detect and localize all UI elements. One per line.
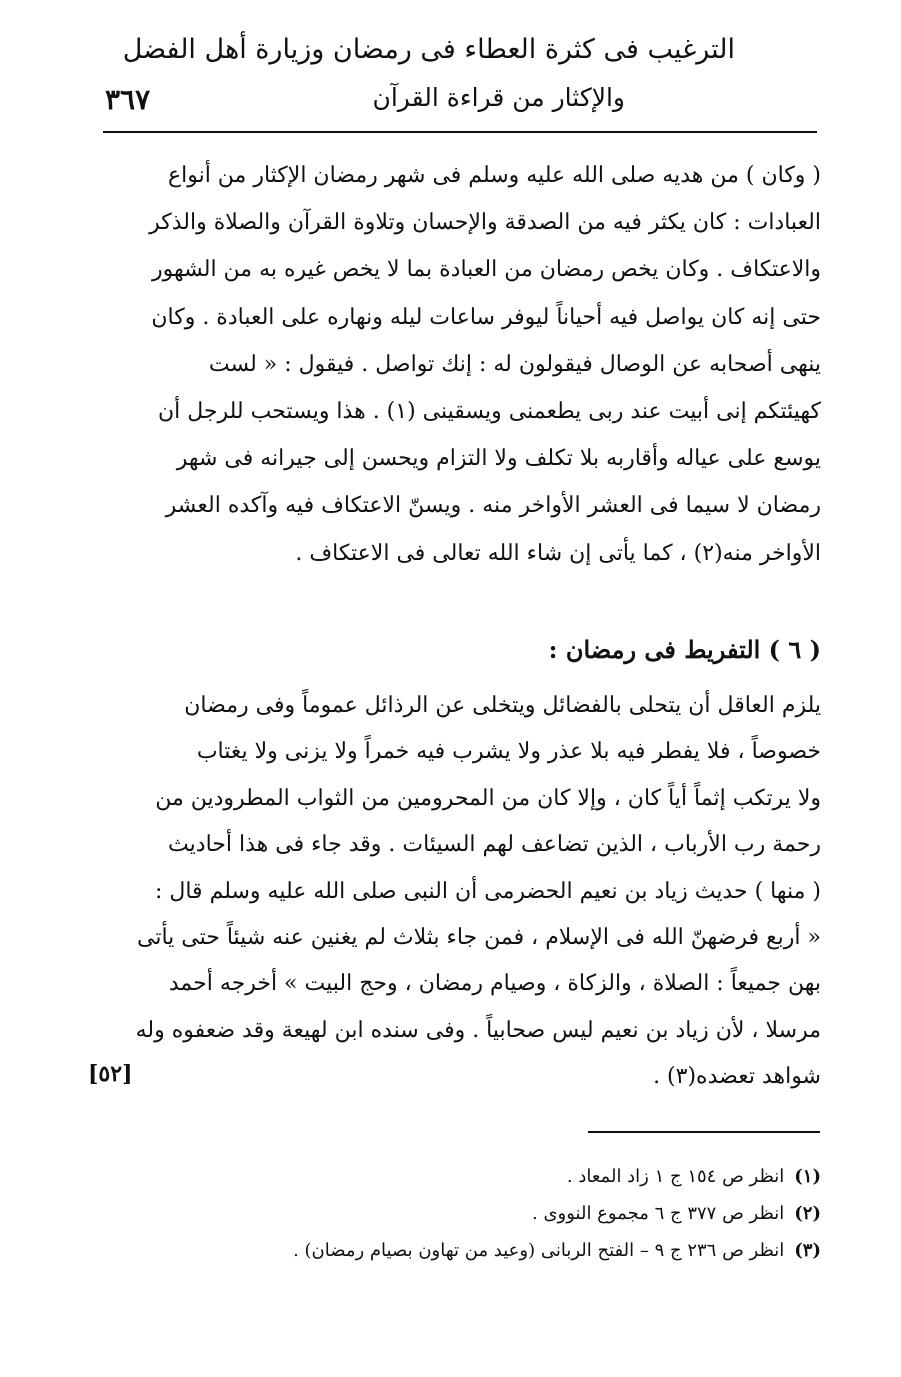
- header-title-line-1: الترغيب فى كثرة العطاء فى رمضان وزيارة أهل الفضل: [122, 34, 735, 65]
- header-divider: [103, 131, 817, 133]
- text-line: ( وكان ) من هديه صلى الله عليه وسلم فى شهر رمضان الإكثار من أنواع: [167, 163, 821, 188]
- text-line: يلزم العاقل أن يتحلى بالفضائل ويتخلى عن الرذائل عموماً وفى رمضان: [184, 693, 821, 718]
- header-title-line-2: والإكثار من قراءة القرآن: [372, 83, 625, 112]
- footnote-number: (١): [794, 1166, 821, 1187]
- text-line: مرسلا ، لأن زياد بن نعيم ليس صحابياً . وفى سنده ابن لهيعة وقد ضعفوه وله: [135, 1017, 821, 1043]
- footnotes: [121, 1158, 821, 1269]
- page-header: [95, 28, 815, 128]
- footnote-text: انظر ص ٣٧٧ ج ٦ مجموع النووى .: [532, 1203, 785, 1224]
- footnote-3: [121, 1232, 821, 1269]
- text-line: الأواخر منه(٢) ، كما يأتى إن شاء الله تعالى فى الاعتكاف .: [295, 540, 821, 566]
- section-heading: ( ٦ ) التفريط فى رمضان :: [548, 635, 821, 664]
- text-line: بهن جميعاً : الصلاة ، والزكاة ، وصيام رمضان ، وحج البيت » أخرجه أحمد: [168, 971, 821, 997]
- footnote-text: انظر ص ١٥٤ ج ١ زاد المعاد .: [566, 1166, 785, 1187]
- text-line: والاعتكاف . وكان يخص رمضان من العبادة بما لا يخص غيره به من الشهور: [151, 257, 821, 283]
- text-line: رمضان لا سيما فى العشر الأواخر منه . ويسنّ الاعتكاف فيه وآكده العشر: [165, 493, 821, 519]
- text-line: شواهد تعضده(٣) .: [653, 1064, 821, 1090]
- footnote-text: انظر ص ٢٣٦ ج ٩ – الفتح الربانى (وعيد من تهاون بصيام رمضان) .: [293, 1240, 785, 1261]
- paragraph-2: [103, 683, 821, 1101]
- text-line: العبادات : كان يكثر فيه من الصدقة والإحسان وتلاوة القرآن والصلاة والذكر: [149, 210, 821, 236]
- text-line: رحمة رب الأرباب ، الذين تضاعف لهم السيئات . وقد جاء فى هذا أحاديث: [168, 832, 821, 858]
- text-line: خصوصاً ، فلا يفطر فيه بلا عذر ولا يشرب فيه خمراً ولا يزنى ولا يغتاب: [196, 739, 821, 765]
- footnote-number: (٣): [794, 1240, 821, 1261]
- footnote-2: [121, 1195, 821, 1232]
- text-line: حتى إنه كان يواصل فيه أحياناً ليوفر ساعات ليله ونهاره على العبادة . وكان: [151, 304, 821, 330]
- text-line: كهيئتكم إنى أبيت عند ربى يطعمنى ويسقينى (١) . هذا ويستحب للرجل أن: [157, 399, 821, 425]
- text-line: « أربع فرضهنّ الله فى الإسلام ، فمن جاء بثلاث لم يغنين عنه شيئاً حتى يأتى: [136, 925, 821, 951]
- text-line: ( منها ) حديث زياد بن نعيم الحضرمى أن النبى صلى الله عليه وسلم قال :: [154, 878, 821, 904]
- footnote-divider: [588, 1131, 820, 1133]
- footnote-1: [121, 1158, 821, 1195]
- text-line: ولا يرتكب إثماً أياً كان ، وإلا كان من المحرومين من الثواب المطرودين من: [155, 785, 821, 811]
- text-line: يوسع على عياله وأقاربه بلا تكلف ولا التزام ويحسن إلى جيرانه فى شهر: [176, 446, 821, 472]
- paragraph-1: [103, 152, 821, 577]
- page-number: ٣٦٧: [105, 83, 151, 116]
- text-line: ينهى أصحابه عن الوصال فيقولون له : إنك تواصل . فيقول : « لست: [208, 351, 821, 377]
- section-marker-number: [٥٢]: [88, 1061, 133, 1087]
- footnote-number: (٢): [794, 1203, 821, 1224]
